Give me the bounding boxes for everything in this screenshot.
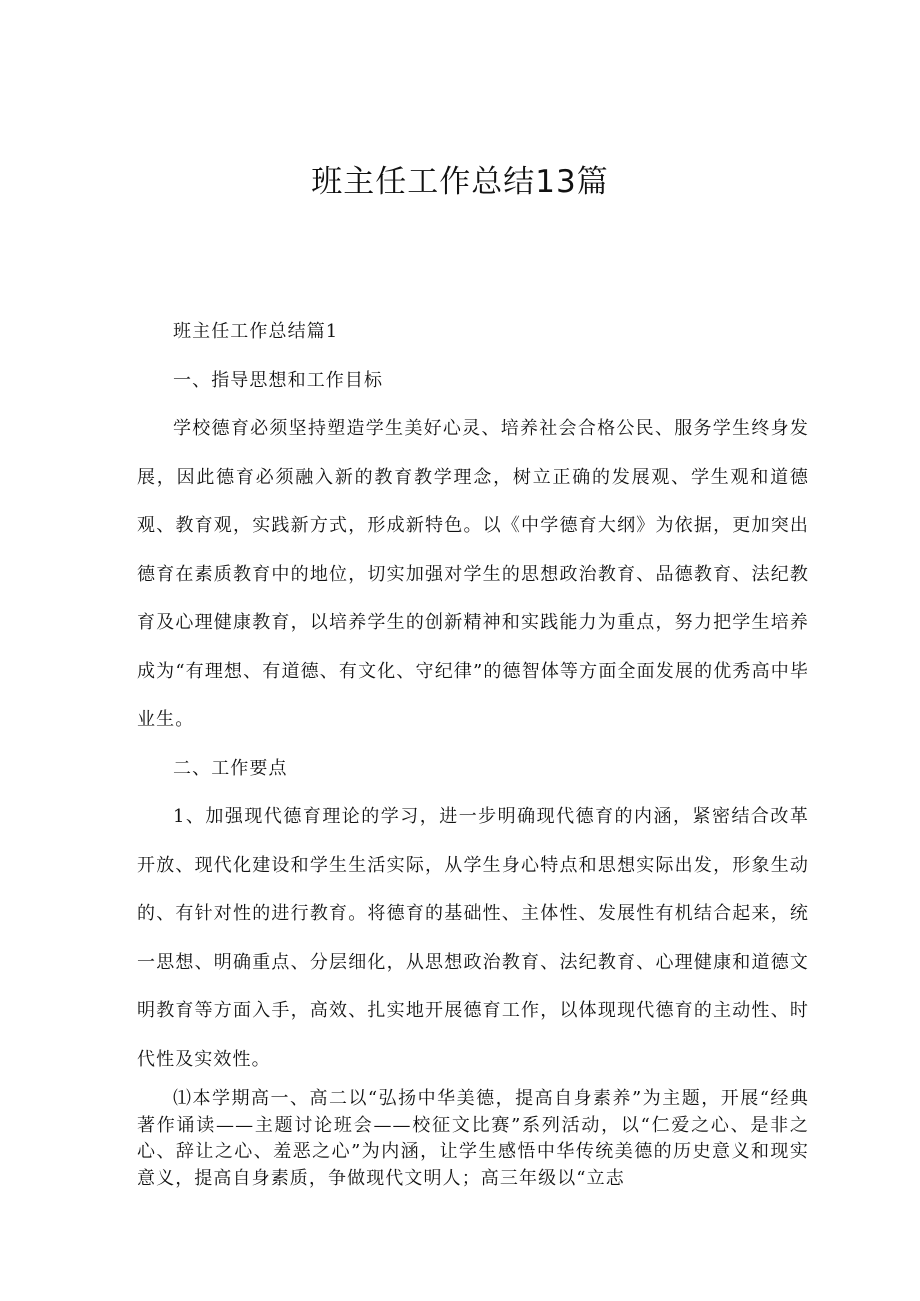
paragraph-semester-activities: ⑴本学期高一、高二以“弘扬中华美德，提高自身素养”为主题，开展“经典著作诵读——主题讨论班会——校征文比赛”系列活动，以“仁爱之心、是非之心、辞让之心、羞恶之心”为内涵，让学生感悟中华传统美德的历史意义和现实意义，提高自身素质，争做现代文明人；高三年级以“立志 [137, 1088, 809, 1189]
document-title: 班主任工作总结13篇 [311, 164, 609, 200]
paragraph-goals: 学校德育必须坚持塑造学生美好心灵、培养社会合格公民、服务学生终身发展，因此德育必须融入新的教育教学理念，树立正确的发展观、学生观和道德观、教育观，实践新方式，形成新特色。以《中学德育大纲》为依据，更加突出德育在素质教育中的地位，切实加强对学生的思想政治教育、品德教育、法纪教育及心理健康教育，以培养学生的创新精神和实践能力为重点，努力把学生培养成为“有理想、有道德、有文化、守纪律”的德智体等方面全面发展的优秀高中毕业生。 [137, 418, 809, 730]
heading-work-points: 二、工作要点 [173, 757, 288, 779]
heading-guiding-ideology: 一、指导思想和工作目标 [173, 369, 384, 391]
paragraph-moral-theory: 1、加强现代德育理论的学习，进一步明确现代德育的内涵，紧密结合改革开放、现代化建设和学生生活实际，从学生身心特点和思想实际出发，形象生动的、有针对性的进行教育。将德育的基础性、主体性、发展性有机结合起来，统一思想、明确重点、分层细化，从思想政治教育、法纪教育、心理健康和道德文明教育等方面入手，高效、扎实地开展德育工作，以体现现代德育的主动性、时代性及实效性。 [137, 806, 809, 1070]
section-title: 班主任工作总结篇1 [173, 321, 339, 342]
document-body [137, 308, 809, 1192]
